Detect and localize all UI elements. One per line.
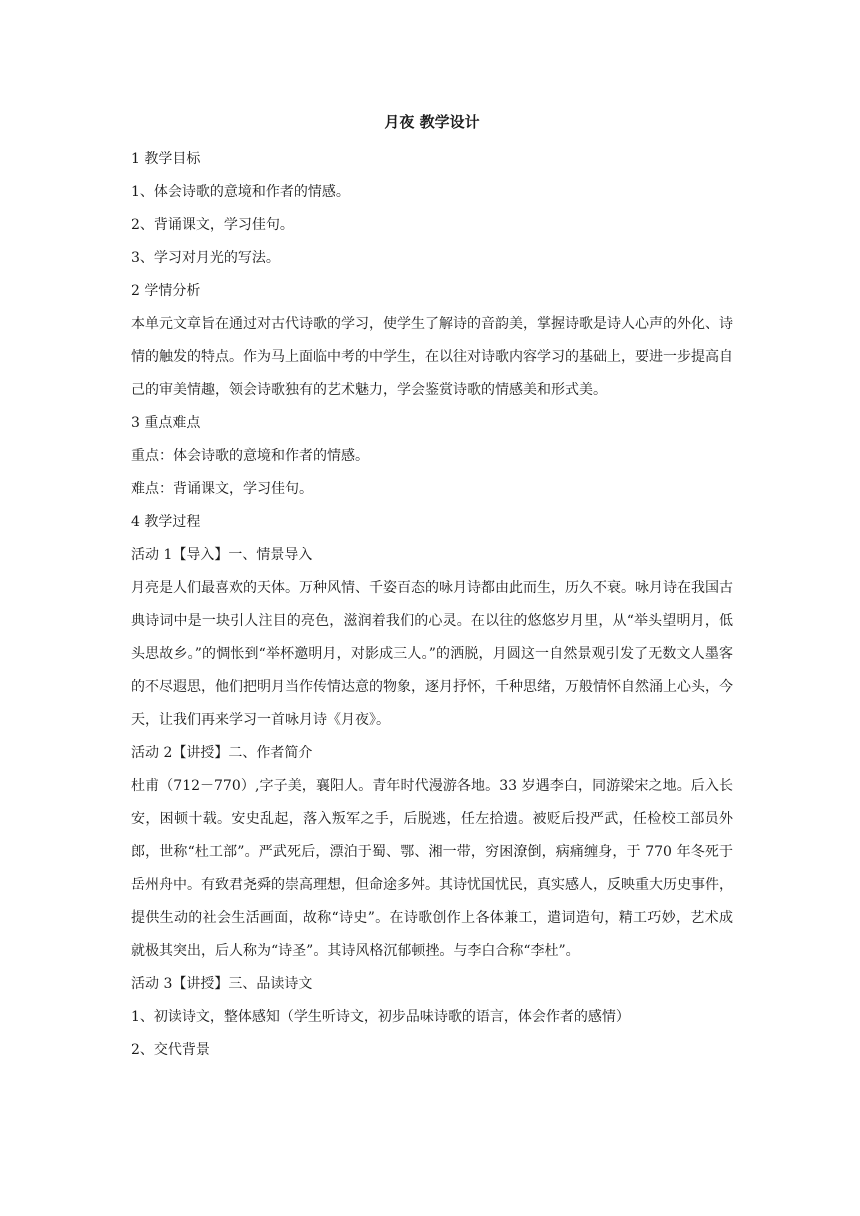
activity-2-text: 杜甫（712－770）,字子美，襄阳人。青年时代漫游各地。33 岁遇李白，同游梁宋之地。后入长安，困顿十载。安史乱起，落入叛军之手，后脱逃，任左拾遗。被贬后投严武，任检校工部员外郎，世称“杜工部”。严武死后，漂泊于蜀、鄂、湘一带，穷困潦倒，病痛缠身，于 770 年冬死于岳州舟中。有致君尧舜的崇高理想，但命途多舛。其诗忧国忧民，真实感人，反映重大历史事件，提供生动的社会生活画面，故称“诗史”。在诗歌创作上各体兼工，遣词造句，精工巧妙，艺术成就极其突出，后人称为“诗圣”。其诗风格沉郁顿挫。与李白合称“李杜”。: [131, 778, 733, 959]
heading-key-points: 3 重点难点: [131, 415, 201, 431]
key-point: 重点：体会诗歌的意境和作者的情感。: [131, 448, 369, 464]
activity-1-text: 月亮是人们最喜欢的天体。万种风情、千姿百态的咏月诗都由此而生，历久不衰。咏月诗在我国古典诗词中是一块引人注目的亮色，滋润着我们的心灵。在以往的悠悠岁月里，从“举头望明月，低头思故乡。”的惆怅到“举杯邀明月，对影成三人。”的洒脱，月圆这一自然景观引发了无数文人墨客的不尽遐思，他们把明月当作传情达意的物象，逐月抒怀，千种思绪，万般情怀自然涌上心头，今天，让我们再来学习一首咏月诗《月夜》。: [131, 580, 733, 728]
student-analysis-text: 本单元文章旨在通过对古代诗歌的学习，使学生了解诗的音韵美，掌握诗歌是诗人心声的外化、诗情的触发的特点。作为马上面临中考的中学生，在以往对诗歌内容学习的基础上，要进一步提高自己的审美情趣，领会诗歌独有的艺术魅力，学会鉴赏诗歌的情感美和形式美。: [131, 316, 733, 398]
goal-item-2: 2、背诵课文，学习佳句。: [131, 217, 294, 233]
goal-item-1: 1、体会诗歌的意境和作者的情感。: [131, 184, 350, 200]
activity-3-step-1: 1、初读诗文，整体感知（学生听诗文，初步品味诗歌的语言，体会作者的感情）: [131, 1009, 630, 1025]
document-title: 月夜 教学设计: [384, 113, 480, 131]
document-page: [131, 112, 733, 1067]
difficult-point: 难点：背诵课文，学习佳句。: [131, 481, 313, 497]
heading-teaching-process: 4 教学过程: [131, 514, 201, 530]
activity-3-step-2: 2、交代背景: [131, 1042, 210, 1058]
activity-2-heading: 活动 2【讲授】二、作者简介: [131, 745, 313, 761]
goal-item-3: 3、学习对月光的写法。: [131, 250, 280, 266]
heading-student-analysis: 2 学情分析: [131, 283, 201, 299]
heading-teaching-goals: 1 教学目标: [131, 151, 201, 167]
activity-1-heading: 活动 1【导入】一、情景导入: [131, 547, 313, 563]
activity-3-heading: 活动 3【讲授】三、品读诗文: [131, 976, 313, 992]
